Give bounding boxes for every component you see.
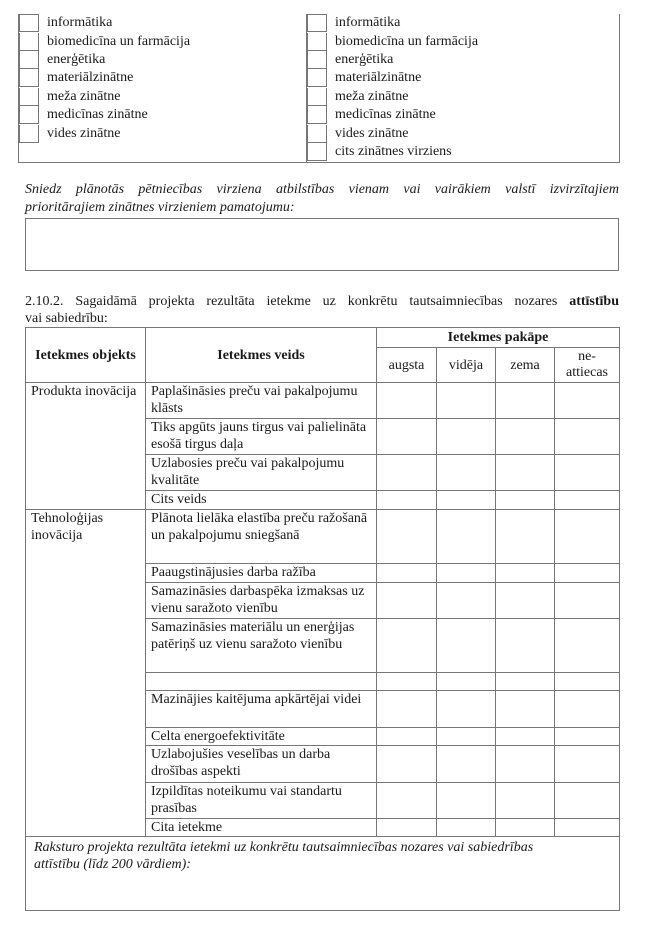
field-label: cits zinātnes virziens — [335, 143, 452, 159]
field-label: biomedicīna un farmācija — [47, 33, 191, 49]
impact-object-cont — [26, 583, 146, 619]
impact-table — [25, 327, 620, 911]
cell-na[interactable] — [555, 673, 620, 691]
cell-high[interactable] — [377, 564, 437, 583]
cell-low[interactable] — [496, 746, 555, 783]
cell-na[interactable] — [555, 746, 620, 783]
level-low: zema — [496, 348, 555, 383]
impact-type: Uzlabosies preču vai pakalpojumu kvalitāte — [146, 455, 377, 491]
section-heading-line1 — [25, 293, 619, 310]
cell-medium[interactable] — [437, 510, 496, 564]
impact-object-cont — [26, 691, 146, 728]
field-column-left — [19, 14, 305, 143]
impact-type: Samazināsies materiālu un enerģijas patēriņš uz vienu saražoto vienību — [146, 619, 377, 673]
cell-na[interactable] — [555, 383, 620, 419]
checkbox[interactable] — [19, 33, 39, 51]
cell-low[interactable] — [496, 383, 555, 419]
cell-na[interactable] — [555, 619, 620, 673]
field-column-right — [306, 14, 620, 162]
impact-type: Mazinājies kaitējuma apkārtējai videi — [146, 691, 377, 728]
impact-object-cont — [26, 419, 146, 455]
section-heading-line2: vai sabiedrību: — [25, 311, 108, 326]
field-row — [19, 124, 305, 142]
checkbox[interactable] — [307, 51, 327, 69]
field-label: vides zinātne — [47, 125, 121, 141]
impact-object: Produkta inovācija — [26, 383, 146, 419]
impact-object-cont — [26, 619, 146, 673]
impact-type: Plānota lielāka elastība preču ražošanā un pakalpojumu sniegšanā — [146, 510, 377, 564]
impact-object-cont — [26, 819, 146, 837]
field-row — [307, 88, 620, 106]
cell-high[interactable] — [377, 419, 437, 455]
field-label: meža zinātne — [47, 88, 121, 104]
checkbox[interactable] — [19, 51, 39, 69]
field-label: informātika — [47, 15, 113, 31]
checkbox[interactable] — [307, 88, 327, 106]
cell-high[interactable] — [377, 819, 437, 837]
section-heading-bold: attīstību — [569, 294, 619, 309]
cell-high[interactable] — [377, 583, 437, 619]
checkbox[interactable] — [19, 125, 39, 143]
impact-type — [146, 673, 377, 691]
field-row — [307, 51, 620, 69]
field-row — [19, 14, 305, 32]
cell-medium[interactable] — [437, 455, 496, 491]
impact-object-cont — [26, 746, 146, 783]
field-row — [307, 124, 620, 142]
impact-object-cont — [26, 783, 146, 819]
level-medium: vidēja — [437, 348, 496, 383]
justification-prompt-line1: Sniedz plānotās pētniecības virziena atbilstības vienam vai vairākiem valstī izvirzītajiem — [25, 182, 619, 197]
field-row — [307, 69, 620, 87]
field-row — [307, 143, 620, 161]
impact-object-cont — [26, 455, 146, 491]
field-row — [307, 106, 620, 124]
cell-medium[interactable] — [437, 419, 496, 455]
justification-textbox[interactable] — [25, 218, 619, 271]
checkbox[interactable] — [307, 69, 327, 87]
describe-prompt-line1: Raksturo projekta rezultāta ietekmi uz konkrētu tautsaimniecības nozares vai sabiedrības — [34, 840, 534, 855]
header-type: Ietekmes veids — [146, 328, 377, 383]
field-row — [19, 106, 305, 124]
field-label: materiālzinātne — [47, 70, 134, 86]
cell-medium[interactable] — [437, 691, 496, 728]
field-row — [19, 32, 305, 50]
impact-object: Tehnoloģijas inovācija — [26, 510, 146, 564]
level-high: augsta — [377, 348, 437, 383]
cell-na[interactable] — [555, 510, 620, 564]
cell-low[interactable] — [496, 564, 555, 583]
cell-high[interactable] — [377, 673, 437, 691]
cell-medium[interactable] — [437, 673, 496, 691]
cell-low[interactable] — [496, 728, 555, 746]
section-heading-text: 2.10.2. Sagaidāmā projekta rezultāta ietekme uz konkrētu tautsaimniecības nozar — [25, 294, 546, 309]
cell-low[interactable] — [496, 783, 555, 819]
cell-high[interactable] — [377, 728, 437, 746]
cell-low[interactable] — [496, 455, 555, 491]
checkbox[interactable] — [307, 106, 327, 124]
cell-na[interactable] — [555, 783, 620, 819]
cell-low[interactable] — [496, 619, 555, 673]
field-label: vides zinātne — [335, 125, 409, 141]
field-label: enerģētika — [335, 51, 394, 67]
cell-na[interactable] — [555, 455, 620, 491]
impact-object-cont — [26, 728, 146, 746]
field-row — [19, 51, 305, 69]
header-object: Ietekmes objekts — [26, 328, 146, 383]
cell-low[interactable] — [496, 673, 555, 691]
impact-object-cont — [26, 491, 146, 510]
section-heading-text-mid: es — [545, 294, 570, 309]
impact-type: Izpildītas noteikumu vai standartu prasības — [146, 783, 377, 819]
field-row — [307, 14, 620, 32]
impact-type: Uzlabojušies veselības un darba drošības aspekti — [146, 746, 377, 783]
cell-high[interactable] — [377, 383, 437, 419]
cell-high[interactable] — [377, 619, 437, 673]
cell-medium[interactable] — [437, 383, 496, 419]
checkbox[interactable] — [307, 33, 327, 51]
cell-high[interactable] — [377, 491, 437, 510]
cell-na[interactable] — [555, 691, 620, 728]
cell-na[interactable] — [555, 728, 620, 746]
cell-low[interactable] — [496, 819, 555, 837]
impact-type: Paaugstinājusies darba ražība — [146, 564, 377, 583]
field-row — [19, 88, 305, 106]
cell-low[interactable] — [496, 491, 555, 510]
cell-medium[interactable] — [437, 819, 496, 837]
cell-medium[interactable] — [437, 491, 496, 510]
header-level: Ietekmes pakāpe — [377, 328, 620, 348]
cell-high[interactable] — [377, 783, 437, 819]
research-field-checklist — [18, 14, 620, 163]
impact-type: Cits veids — [146, 491, 377, 510]
cell-medium[interactable] — [437, 564, 496, 583]
impact-type: Cita ietekme — [146, 819, 377, 837]
checkbox[interactable] — [19, 69, 39, 87]
cell-high[interactable] — [377, 455, 437, 491]
describe-cell[interactable] — [26, 837, 620, 911]
cell-medium[interactable] — [437, 619, 496, 673]
cell-high[interactable] — [377, 691, 437, 728]
cell-medium[interactable] — [437, 746, 496, 783]
checkbox[interactable] — [19, 88, 39, 106]
cell-na[interactable] — [555, 819, 620, 837]
field-label: medicīnas zinātne — [335, 107, 436, 123]
cell-medium[interactable] — [437, 583, 496, 619]
cell-na[interactable] — [555, 419, 620, 455]
cell-medium[interactable] — [437, 728, 496, 746]
checkbox[interactable] — [307, 125, 327, 143]
field-label: medicīnas zinātne — [47, 107, 148, 123]
field-row — [307, 32, 620, 50]
cell-low[interactable] — [496, 691, 555, 728]
field-row — [19, 69, 305, 87]
field-label: enerģētika — [47, 51, 106, 67]
cell-high[interactable] — [377, 746, 437, 783]
checkbox[interactable] — [307, 14, 327, 32]
field-label: biomedicīna un farmācija — [335, 33, 479, 49]
checkbox[interactable] — [19, 14, 39, 32]
cell-medium[interactable] — [437, 783, 496, 819]
impact-object-cont — [26, 673, 146, 691]
cell-na[interactable] — [555, 564, 620, 583]
field-label: informātika — [335, 15, 401, 31]
impact-type: Samazināsies darbaspēka izmaksas uz vienu saražoto vienību — [146, 583, 377, 619]
cell-low[interactable] — [496, 583, 555, 619]
cell-na[interactable] — [555, 491, 620, 510]
impact-object-cont — [26, 564, 146, 583]
impact-type: Paplašināsies preču vai pakalpojumu klāsts — [146, 383, 377, 419]
impact-type: Tiks apgūts jauns tirgus vai palielināta esošā tirgus daļa — [146, 419, 377, 455]
cell-na[interactable] — [555, 583, 620, 619]
cell-high[interactable] — [377, 510, 437, 564]
justification-prompt-line2: prioritārajiem zinātnes virzieniem pamatojumu: — [25, 200, 295, 215]
impact-type: Celta energoefektivitāte — [146, 728, 377, 746]
cell-low[interactable] — [496, 419, 555, 455]
describe-prompt-line2: attīstību (līdz 200 vārdiem): — [34, 857, 191, 872]
field-label: meža zinātne — [335, 88, 409, 104]
checkbox[interactable] — [307, 143, 327, 161]
checkbox[interactable] — [19, 106, 39, 124]
cell-low[interactable] — [496, 510, 555, 564]
field-label: materiālzinātne — [335, 70, 422, 86]
level-na: ne-attiecas — [555, 348, 620, 383]
